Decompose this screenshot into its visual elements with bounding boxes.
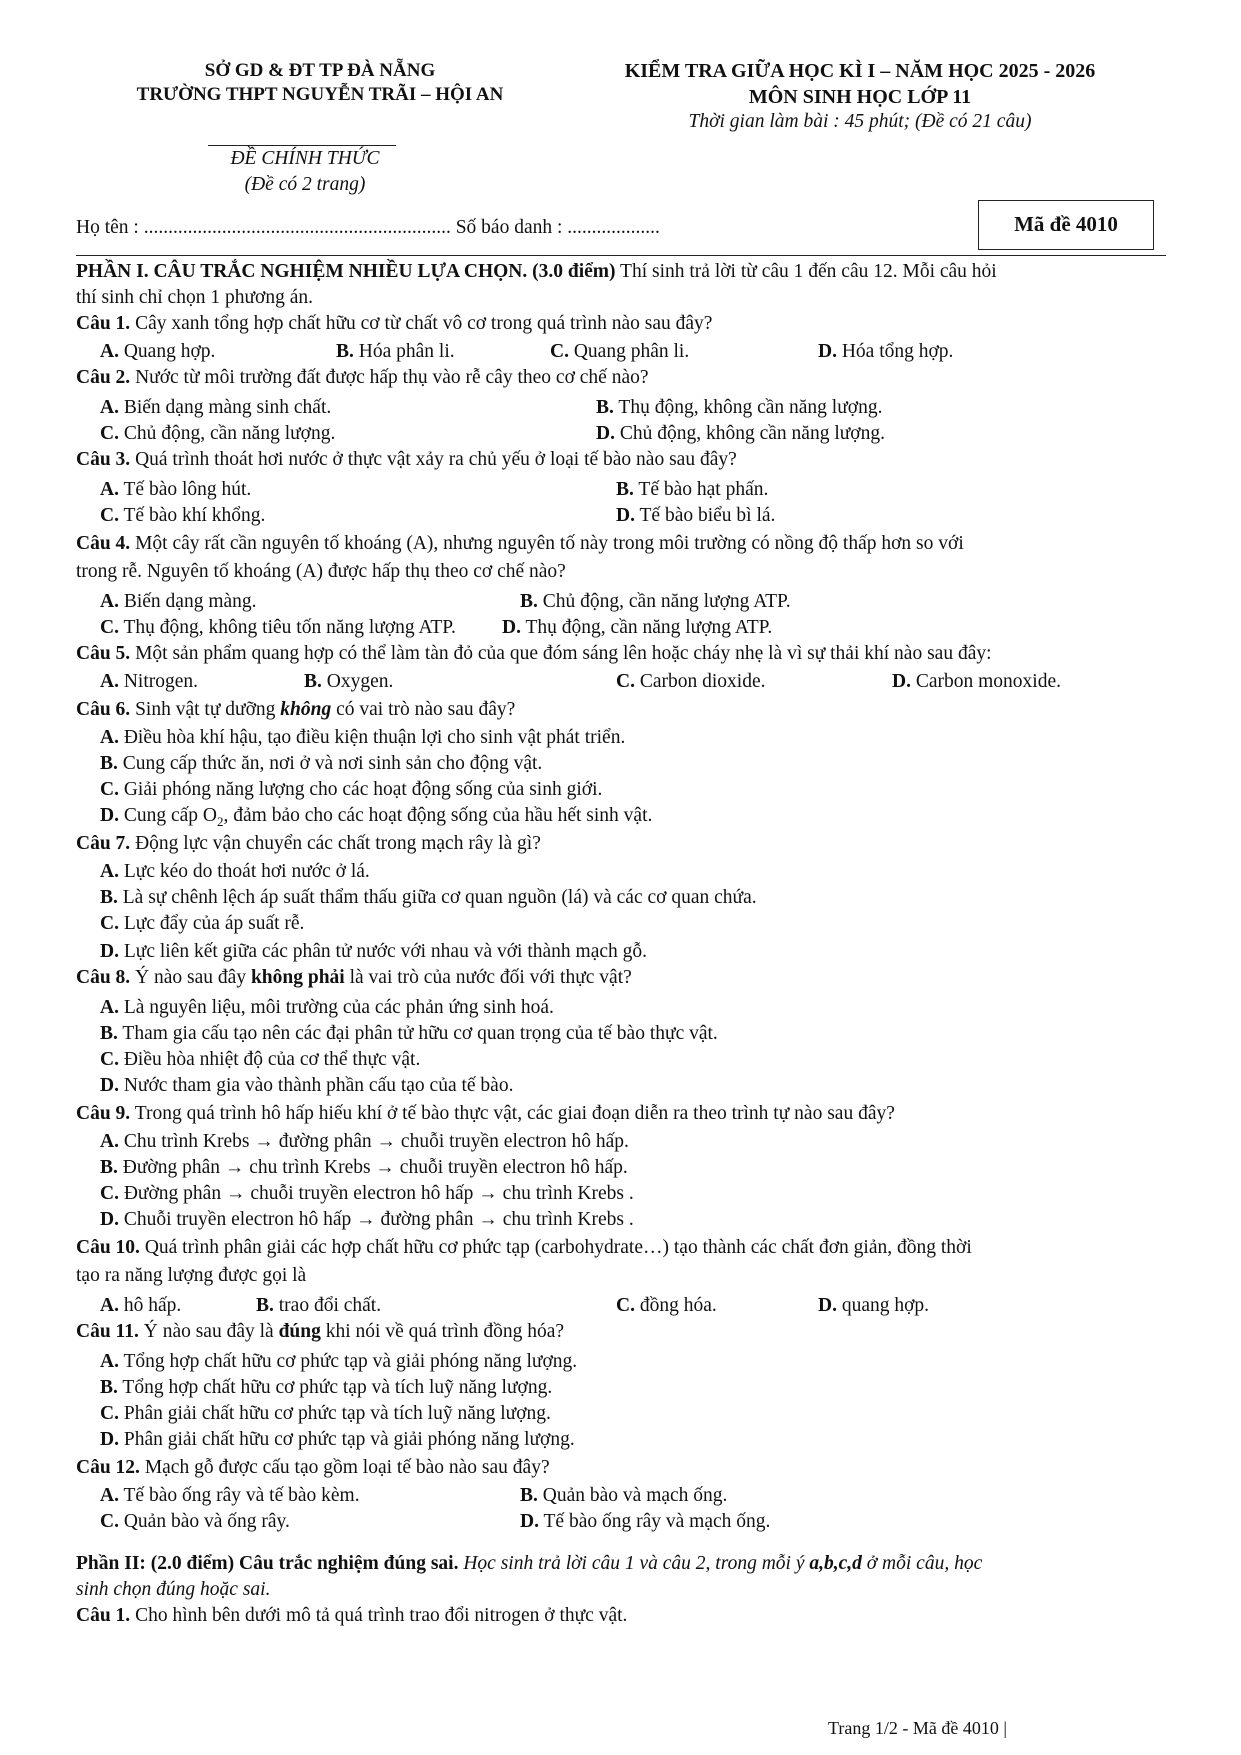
answer-option[interactable]: A. Chu trình Krebs → đường phân → chuỗi truyền electron hô hấp. [100,1131,629,1152]
school-name: TRƯỜNG THPT NGUYỄN TRÃI – HỘI AN [136,84,504,105]
answer-option[interactable]: D. Thụ động, cần năng lượng ATP. [502,617,773,638]
department-name: SỞ GD & ĐT TP ĐÀ NẴNG [204,60,436,81]
answer-option[interactable]: D. Chủ động, không cần năng lượng. [596,423,885,444]
official-label: ĐỀ CHÍNH THỨC [230,148,380,169]
answer-option[interactable]: C. Chủ động, cần năng lượng. [100,423,336,444]
answer-option[interactable]: C. Giải phóng năng lượng cho các hoạt động sống của sinh giới. [100,779,603,800]
answer-option[interactable]: D. Hóa tổng hợp. [818,341,954,362]
answer-option[interactable]: A. Tế bào lông hút. [100,479,252,500]
answer-option[interactable]: B. Là sự chênh lệch áp suất thẩm thấu giữa cơ quan nguồn (lá) và các cơ quan chứa. [100,887,757,908]
question-8: Câu 8. Ý nào sau đây không phải là vai trò của nước đối với thực vật? [76,967,632,988]
part2-heading: Phần II: (2.0 điểm) Câu trắc nghiệm đúng sai. Học sinh trả lời câu 1 và câu 2, trong mỗi ý a,b,c,d ở mỗi câu, học [76,1553,983,1574]
answer-option[interactable]: B. trao đổi chất. [256,1295,382,1316]
answer-option[interactable]: B. Chủ động, cần năng lượng ATP. [520,591,791,612]
answer-option[interactable]: A. Quang hợp. [100,341,216,362]
answer-option[interactable]: A. Lực kéo do thoát hơi nước ở lá. [100,861,370,882]
exam-code-box: Mã đề 4010 [978,200,1154,250]
part1-instruction: thí sinh chỉ chọn 1 phương án. [76,287,313,308]
answer-option[interactable]: C. Thụ động, không tiêu tốn năng lượng ATP. [100,617,456,638]
answer-option[interactable]: C. Quang phân li. [550,341,690,362]
answer-option[interactable]: D. Tế bào biểu bì lá. [616,505,776,526]
answer-option[interactable]: D. Tế bào ống rây và mạch ống. [520,1511,771,1532]
page-footer: Trang 1/2 - Mã đề 4010 | [828,1718,1007,1738]
answer-option[interactable]: C. Điều hòa nhiệt độ của cơ thể thực vật. [100,1049,421,1070]
answer-option[interactable]: B. Tế bào hạt phấn. [616,479,769,500]
answer-option[interactable]: B. Quản bào và mạch ống. [520,1485,728,1506]
answer-option[interactable]: C. Lực đẩy của áp suất rễ. [100,913,305,934]
answer-option[interactable]: D. Nước tham gia vào thành phần cấu tạo của tế bào. [100,1075,514,1096]
answer-option[interactable]: D. quang hợp. [818,1295,930,1316]
question-4-continued: trong rễ. Nguyên tố khoáng (A) được hấp thụ theo cơ chế nào? [76,561,566,582]
question-10-continued: tạo ra năng lượng được gọi là [76,1265,307,1286]
question-6: Câu 6. Sinh vật tự dưỡng không có vai trò nào sau đây? [76,699,516,720]
answer-option[interactable]: D. Chuỗi truyền electron hô hấp → đường phân → chu trình Krebs . [100,1209,634,1230]
part1-heading: PHẦN I. CÂU TRẮC NGHIỆM NHIỀU LỰA CHỌN. (3.0 điểm) Thí sinh trả lời từ câu 1 đến câu 12. Mỗi câu hỏi [76,261,997,282]
header-divider-short [208,145,396,146]
answer-option[interactable]: A. Điều hòa khí hậu, tạo điều kiện thuận lợi cho sinh vật phát triển. [100,727,626,748]
pages-note: (Đề có 2 trang) [244,174,366,195]
part2-question-1: Câu 1. Cho hình bên dưới mô tả quá trình trao đổi nitrogen ở thực vật. [76,1605,628,1626]
answer-option[interactable]: D. Phân giải chất hữu cơ phức tạp và giải phóng năng lượng. [100,1429,575,1450]
answer-option[interactable]: C. Carbon dioxide. [616,671,766,692]
answer-option[interactable]: C. Tế bào khí khổng. [100,505,266,526]
answer-option[interactable]: B. Thụ động, không cần năng lượng. [596,397,883,418]
part2-instruction: sinh chọn đúng hoặc sai. [76,1579,271,1600]
question-11: Câu 11. Ý nào sau đây là đúng khi nói về quá trình đồng hóa? [76,1321,565,1342]
answer-option[interactable]: B. Cung cấp thức ăn, nơi ở và nơi sinh sản cho động vật. [100,753,543,774]
answer-option[interactable]: B. Đường phân → chu trình Krebs → chuỗi truyền electron hô hấp. [100,1157,628,1178]
answer-option[interactable]: D. Carbon monoxide. [892,671,1061,692]
question-3: Câu 3. Quá trình thoát hơi nước ở thực vật xảy ra chủ yếu ở loại tế bào nào sau đây? [76,449,737,470]
answer-option[interactable]: C. Phân giải chất hữu cơ phức tạp và tích luỹ năng lượng. [100,1403,551,1424]
student-info-line: Họ tên : ............................................................... Số báo danh : ................... [76,217,660,238]
question-7: Câu 7. Động lực vận chuyển các chất trong mạch rây là gì? [76,833,541,854]
answer-option[interactable]: D. Lực liên kết giữa các phân tử nước với nhau và với thành mạch gỗ. [100,941,648,962]
answer-option[interactable]: C. Quản bào và ống rây. [100,1511,290,1532]
answer-option[interactable]: B. Hóa phân li. [336,341,455,362]
answer-option[interactable]: B. Oxygen. [304,671,394,692]
question-12: Câu 12. Mạch gỗ được cấu tạo gồm loại tế bào nào sau đây? [76,1457,550,1478]
question-10: Câu 10. Quá trình phân giải các hợp chất hữu cơ phức tạp (carbohydrate…) tạo thành các chất đơn giản, đồng thời [76,1237,972,1258]
answer-option[interactable]: A. Tế bào ống rây và tế bào kèm. [100,1485,360,1506]
answer-option[interactable]: A. Tổng hợp chất hữu cơ phức tạp và giải phóng năng lượng. [100,1351,578,1372]
answer-option[interactable]: B. Tham gia cấu tạo nên các đại phân tử hữu cơ quan trọng của tế bào thực vật. [100,1023,718,1044]
question-1: Câu 1. Cây xanh tổng hợp chất hữu cơ từ chất vô cơ trong quá trình nào sau đây? [76,313,713,334]
answer-option[interactable]: C. Đường phân → chuỗi truyền electron hô hấp → chu trình Krebs . [100,1183,634,1204]
question-2: Câu 2. Nước từ môi trường đất được hấp thụ vào rễ cây theo cơ chế nào? [76,367,649,388]
answer-option[interactable]: B. Tổng hợp chất hữu cơ phức tạp và tích luỹ năng lượng. [100,1377,553,1398]
question-4: Câu 4. Một cây rất cần nguyên tố khoáng (A), nhưng nguyên tố này trong môi trường có nồng độ thấp hơn so với [76,533,964,554]
answer-option[interactable]: C. đồng hóa. [616,1295,717,1316]
header-divider [76,255,1166,256]
time-note: Thời gian làm bài : 45 phút; (Đề có 21 câu) [688,111,1032,132]
answer-option[interactable]: A. Biến dạng màng. [100,591,257,612]
subject-title: MÔN SINH HỌC LỚP 11 [748,86,972,108]
answer-option[interactable]: A. Nitrogen. [100,671,199,692]
question-9: Câu 9. Trong quá trình hô hấp hiếu khí ở tế bào thực vật, các giai đoạn diễn ra theo trình tự nào sau đây? [76,1103,895,1124]
question-5: Câu 5. Một sản phẩm quang hợp có thể làm tàn đỏ của que đóm sáng lên hoặc cháy nhẹ là vì sự thải khí nào sau đây: [76,643,992,664]
exam-title: KIỂM TRA GIỮA HỌC KÌ I – NĂM HỌC 2025 - 2026 [624,60,1096,82]
answer-option[interactable]: A. Biến dạng màng sinh chất. [100,397,332,418]
answer-option[interactable]: A. Là nguyên liệu, môi trường của các phản ứng sinh hoá. [100,997,554,1018]
answer-option[interactable]: D. Cung cấp $O_2$, đảm bảo cho các hoạt động sống của hầu hết sinh vật. [100,805,653,829]
answer-option[interactable]: A. hô hấp. [100,1295,182,1316]
